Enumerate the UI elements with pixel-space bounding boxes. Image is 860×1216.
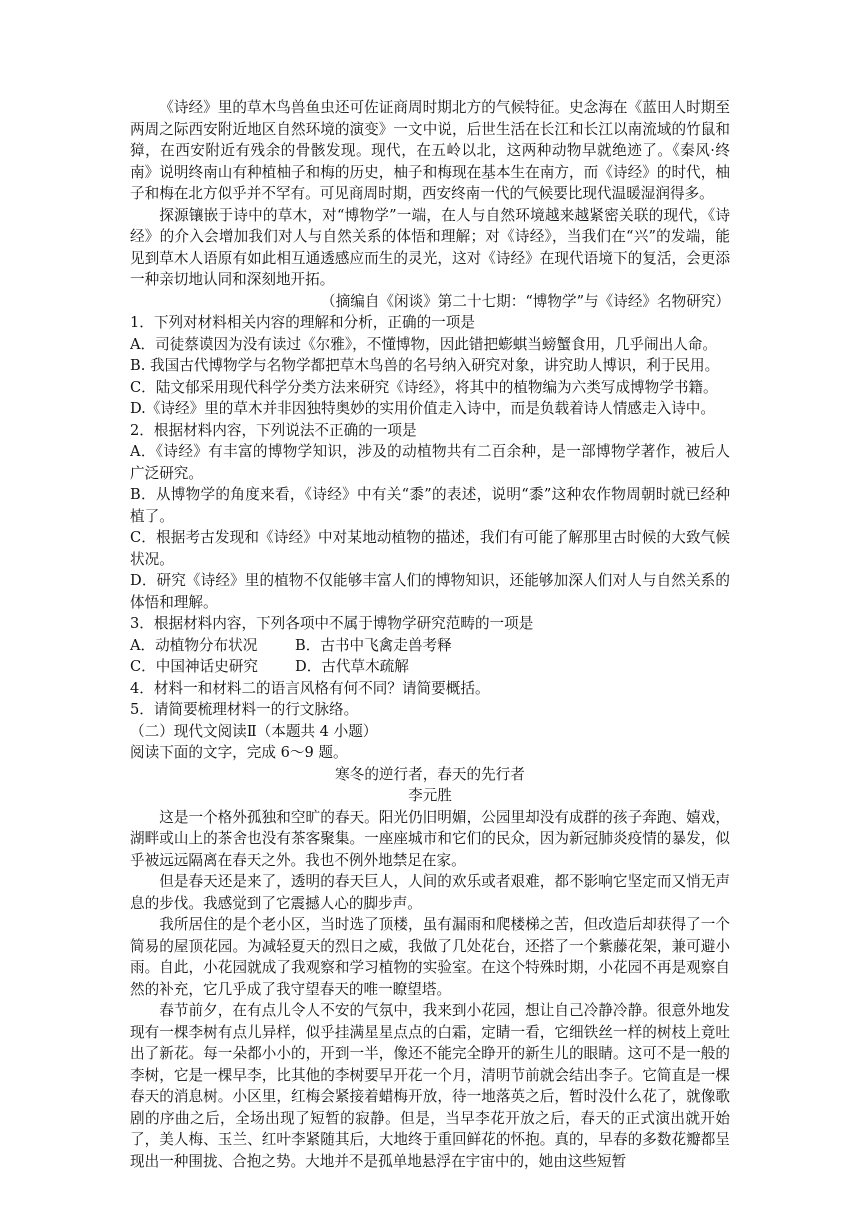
question-2-option-d: D．研究《诗经》里的植物不仅能够丰富人们的博物知识，还能够加深人们对人与自然关系的体悟和理解。: [130, 572, 730, 611]
source-note: （摘编自《闲谈》第二十七期：“博物学”与《诗经》名物研究）: [321, 292, 730, 310]
article-paragraph: 我所居住的是个老小区，当时选了顶楼，虽有漏雨和爬楼梯之苦，但改造后却获得了一个简易的屋顶花园。为减轻夏天的烈日之威，我做了几处花台，还搭了一个紫藤花架，兼可避小雨。自此，小花园就成了我观察和学习植物的实验室。在这个特殊时期，小花园不再是观察自然的补充，它几乎成了我守望春天的唯一瞭望塔。: [130, 916, 730, 998]
question-5: 5．请简要梳理材料一的行文脉络。: [130, 701, 359, 718]
question-1-option-c: C．陆文郁采用现代科学分类方法来研究《诗经》，将其中的植物编为六类写成博物学书籍。: [130, 378, 718, 396]
article-paragraph: 但是春天还是来了，透明的春天巨人，人间的欢乐或者艰难，都不影响它坚定而又悄无声息的步伐。我感觉到了它震撼人心的脚步声。: [130, 873, 730, 912]
question-4: 4．材料一和材料二的语言风格有何不同？请简要概括。: [130, 679, 490, 697]
article-paragraph: 这是一个格外孤独和空旷的春天。阳光仍旧明媚，公园里却没有成群的孩子奔跑、嬉戏，湖畔或山上的茶舍也没有茶客聚集。一座座城市和它们的民众，因为新冠肺炎疫情的暴发，似乎被远远隔离在春天之外。我也不例外地禁足在家。: [130, 808, 730, 869]
question-2-stem: 2．根据材料内容，下列说法不正确的一项是: [130, 421, 417, 439]
question-3-options-row-1: [130, 635, 730, 657]
question-2-option-b: B．从博物学的角度来看，《诗经》中有关“黍”的表述，说明“黍”这种农作物周朝时就已经种植了。: [130, 486, 730, 525]
question-1-option-a: A．司徒蔡谟因为没有读过《尔雅》，不懂博物，因此错把蟛蜞当螃蟹食用，几乎闹出人命。: [130, 335, 717, 353]
section-instruction: 阅读下面的文字，完成 6～9 题。: [130, 744, 348, 761]
question-2-option-a: A．《诗经》有丰富的博物学知识，涉及的动植物共有二百余种，是一部博物学著作，被后人广泛研究。: [130, 443, 730, 482]
section-title: （二）现代文阅读Ⅱ（本题共 4 小题）: [130, 722, 378, 740]
material-paragraph: 探源镶嵌于诗中的草木，对“博物学”一端，在人与自然环境越来越紧密关联的现代，《诗经》的介入会增加我们对人与自然关系的体悟和理解；对《诗经》，当我们在“兴”的发端，能见到草木人语原有如此相互通透感应而生的灵光，这对《诗经》在现代语境下的复活，会更添一种亲切地认同和深刻地开拓。: [130, 206, 730, 288]
article-paragraph: 春节前夕，在有点儿令人不安的气氛中，我来到小花园，想让自己冷静冷静。很意外地发现有一棵李树有点儿异样，似乎挂满星星点点的白霜，定睛一看，它细铁丝一样的树枝上竟吐出了新花。每一朵都小小的，开到一半，像还不能完全睁开的新生儿的眼睛。这可不是一般的李树，它是一棵早李，比其他的李树要早开花一个月，清明节前就会结出李子。它简直是一棵春天的消息树。小区里，红梅会紧接着蜡梅开放，待一地落英之后，暂时没什么花了，就像歌剧的序曲之后，全场出现了短暂的寂静。但是，当早李花开放之后，春天的正式演出就开始了，美人梅、玉兰、红叶李紧随其后，大地终于重回鲜花的怀抱。真的，早春的多数花瓣都呈现出一种围拢、合抱之势。大地并不是孤单地悬浮在宇宙中的，她由这些短暂: [130, 1002, 730, 1170]
question-1-option-d: D.《诗经》里的草木并非因独特奥妙的实用价值走入诗中，而是负载着诗人情感走入诗中。: [130, 400, 715, 417]
question-3-stem: 3．根据材料内容，下列各项中不属于博物学研究范畴的一项是: [130, 615, 534, 632]
document-page: [130, 97, 730, 1172]
question-1-stem: 1．下列对材料相关内容的理解和分析，正确的一项是: [130, 314, 475, 331]
question-1-option-b: B. 我国古代博物学与名物学都把草木鸟兽的名号纳入研究对象，讲究助人博识，利于民用。: [130, 357, 720, 374]
question-2-option-c: C．根据考古发现和《诗经》中对某地动植物的描述，我们有可能了解那里古时候的大致气候状况。: [130, 529, 730, 568]
article-author: 李元胜: [408, 787, 452, 804]
question-3-option-d: D．古代草木疏解: [295, 658, 409, 675]
question-3-option-a: A．动植物分布状况: [130, 636, 258, 654]
material-paragraph: 《诗经》里的草木鸟兽鱼虫还可佐证商周时期北方的气候特征。史念海在《蓝田人时期至两周之际西安附近地区自然环境的演变》一文中说，后世生活在长江和长江以南流域的竹鼠和獐，在西安附近有残余的骨骸发现。现代，在五岭以北，这两种动物早就绝迹了。《秦风·终南》说明终南山有种植柚子和梅的历史，柚子和梅现在基本生在南方，而《诗经》的时代，柚子和梅在北方似乎并不罕有。可见商周时期，西安终南一代的气候要比现代温暖湿润得多。: [130, 99, 730, 202]
question-3-options-row-2: [130, 656, 730, 678]
question-3-option-b: B．古书中飞禽走兽考释: [295, 636, 452, 654]
article-title: 寒冬的逆行者，春天的先行者: [335, 765, 525, 783]
question-3-option-c: C．中国神话史研究: [130, 658, 258, 675]
